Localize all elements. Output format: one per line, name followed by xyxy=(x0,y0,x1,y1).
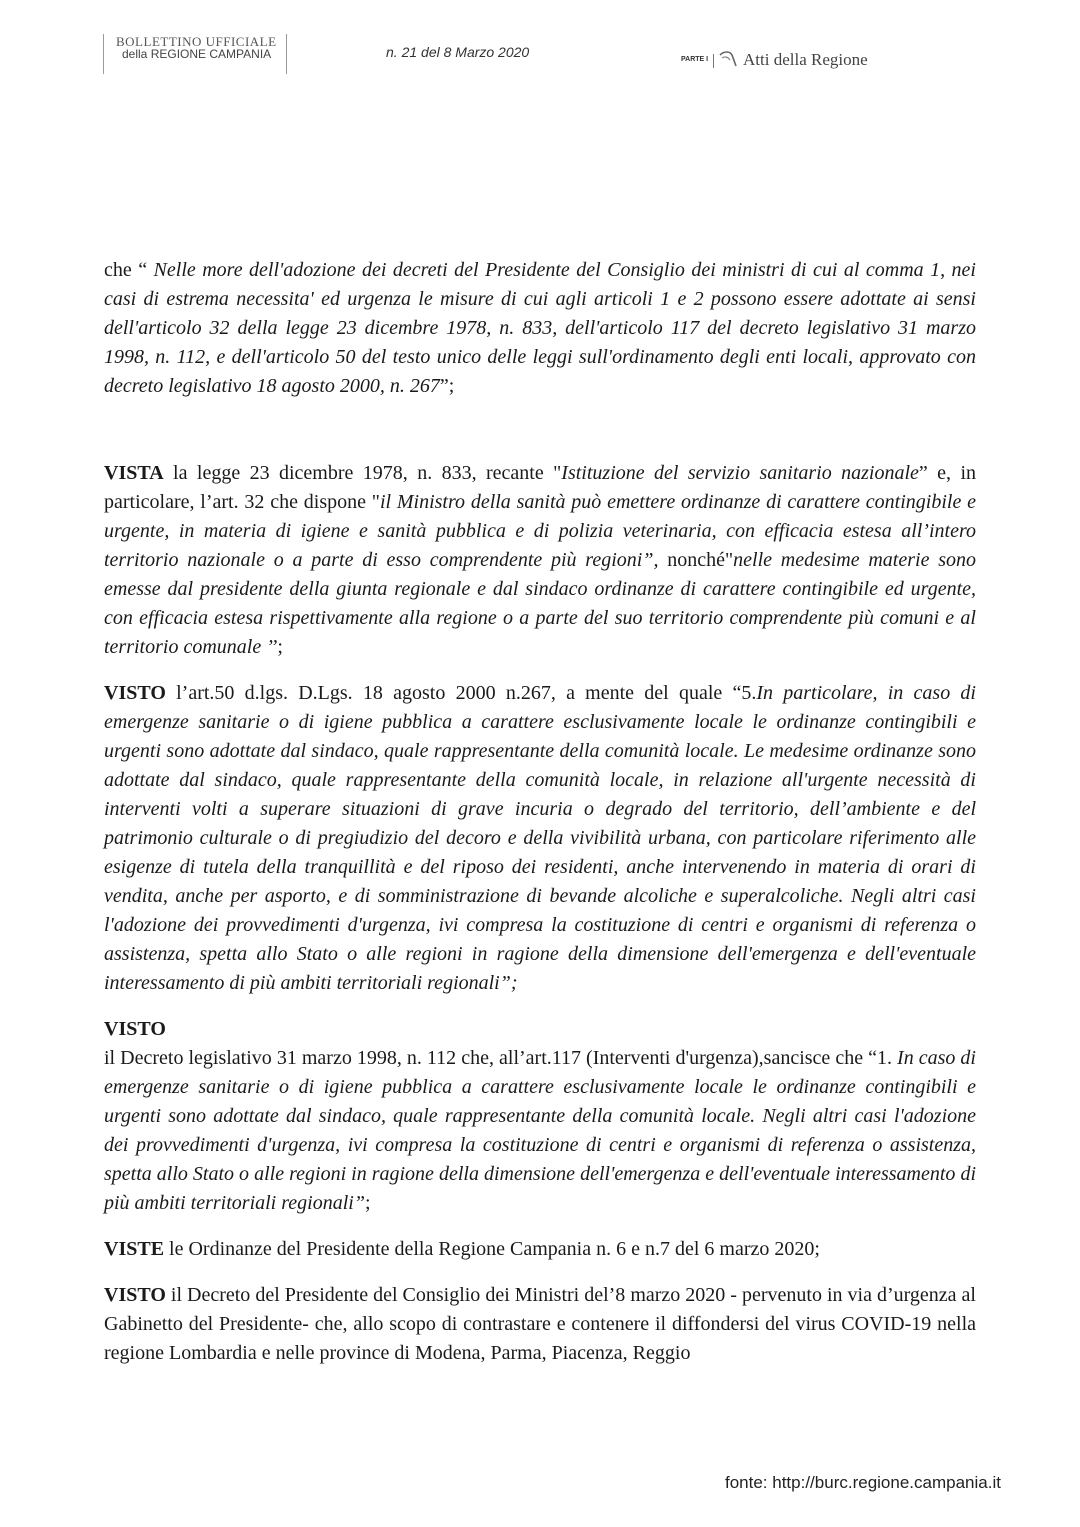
text-run: la legge 23 dicembre 1978, n. 833, recante " xyxy=(163,462,562,484)
paragraph-visto-dpcm xyxy=(104,1281,976,1368)
text-run: l’art.50 d.lgs. D.Lgs. 18 agosto 2000 n.267, a mente del quale “5. xyxy=(165,682,757,704)
text-run: le Ordinanze del Presidente della Regione Campania n. 6 e n.7 del 6 marzo 2020; xyxy=(164,1238,820,1260)
text-run: che “ xyxy=(104,259,154,281)
text-run: ”; xyxy=(439,375,455,397)
text-run: ” e, in particolare, l’art. 32 che dispone " xyxy=(104,462,976,513)
divider xyxy=(713,54,714,68)
masthead-subtitle: della REGIONE CAMPANIA xyxy=(122,47,272,61)
spacer xyxy=(104,998,976,1015)
text-run: ; xyxy=(364,1192,371,1214)
keyword: VISTO xyxy=(104,1284,166,1306)
paragraph-visto-dlgs-112 xyxy=(104,1015,976,1218)
parte-label: PARTE I xyxy=(681,56,709,63)
spacer xyxy=(104,662,976,679)
keyword: VISTE xyxy=(104,1238,165,1260)
quoted-text: In particolare, in caso di emergenze sanitarie o di igiene pubblica a carattere esclusivamente locale le ordinanze contingibili e urgenti sono adottate dal sindaco, quale rappresentante della comunità locale. Le medesime ordinanze sono adottate dal sindaco, quale rappresentante della comunità locale, in relazione all'urgente necessità di interventi volti a superare situazioni di grave incuria o degrado del territorio, dell’ambiente e del patrimonio culturale o di pregiudizio del decoro e della vivibilità urbana, con particolare riferimento alle esigenze di tutela della tranquillità e del riposo dei residenti, anche intervenendo in materia di orari di vendita, anche per asporto, e di somministrazione di bevande alcoliche e superalcoliche. Negli altri casi l'adozione dei provvedimenti d'urgenza, ivi compresa la costituzione di centri e organismi di referenza o assistenza, spetta allo Stato o alle regioni in ragione della dimensione dell'emergenza e dell'eventuale interessamento di più ambiti territoriali regionali”; xyxy=(104,682,976,994)
spacer xyxy=(104,1218,976,1235)
text-run: il Decreto del Presidente del Consiglio dei Ministri del’8 marzo 2020 - pervenuto in via d’urgenza al Gabinetto del Presidente- che, allo scopo di contrastare e contenere il diffondersi del virus COVID-19 nella regione Lombardia e nelle province di Modena, Parma, Piacenza, Reggio xyxy=(104,1284,976,1364)
quoted-text: nelle medesime materie sono emesse dal presidente della giunta regionale e dal sindaco ordinanze di carattere contingibile ed urgente, con efficacia estesa rispettivamente alla regione o a parte del suo territorio comprendente più comuni e al territorio comunale ’’ xyxy=(104,549,976,658)
text-run: nonché" xyxy=(658,549,734,571)
issue-number: n. 21 del 8 Marzo 2020 xyxy=(386,44,530,60)
keyword: VISTO xyxy=(104,1018,166,1040)
paragraph-visto-art50 xyxy=(104,679,976,998)
paragraph-intro xyxy=(104,256,976,401)
bulletin-masthead xyxy=(103,34,287,74)
region-logo-icon xyxy=(717,49,739,71)
quoted-text: il Ministro della sanità può emettere ordinanze di carattere contingibile e urgente, in materia di igiene e sanità pubblica e di polizia veterinaria, con efficacia estesa all’intero territorio nazionale o a parte di esso comprendente più regioni”, xyxy=(104,491,976,571)
source-footer: fonte: http://burc.regione.campania.it xyxy=(725,1473,1001,1492)
paragraph-viste-ordinanze xyxy=(104,1235,976,1264)
masthead-title: BOLLETTINO UFFICIALE xyxy=(116,34,277,49)
document-body xyxy=(104,256,976,1368)
section-label xyxy=(681,48,891,72)
keyword: VISTO xyxy=(104,682,166,704)
paragraph-vista-legge-833 xyxy=(104,459,976,662)
quoted-text: Nelle more dell'adozione dei decreti del Presidente del Consiglio dei ministri di cui al comma 1, nei casi di estrema necessita' ed urgenza le misure di cui agli articoli 1 e 2 possono essere adottate ai sensi dell'articolo 32 della legge 23 dicembre 1978, n. 833, dell'articolo 117 del decreto legislativo 31 marzo 1998, n. 112, e dell'articolo 50 del testo unico delle leggi sull'ordinamento degli enti locali, approvato con decreto legislativo 18 agosto 2000, n. 267 xyxy=(104,259,976,397)
keyword: VISTA xyxy=(104,462,164,484)
page-header xyxy=(0,0,1080,80)
section-title: Atti della Regione xyxy=(743,50,868,69)
text-run: il Decreto legislativo 31 marzo 1998, n. 112 che, all’art.117 (Interventi d'urgenza),sancisce che “1. xyxy=(104,1047,898,1069)
quoted-text: Istituzione del servizio sanitario nazionale xyxy=(561,462,919,484)
spacer xyxy=(104,1264,976,1281)
quoted-text: In caso di emergenze sanitarie o di igiene pubblica a carattere esclusivamente locale le ordinanze contingibili e urgenti sono adottate dal sindaco, quale rappresentante della comunità locale. Negli altri casi l'adozione dei provvedimenti d'urgenza, ivi compresa la costituzione di centri e organismi di referenza o assistenza, spetta allo Stato o alle regioni in ragione della dimensione dell'emergenza e dell'eventuale interessamento di più ambiti territoriali regionali” xyxy=(104,1047,976,1214)
spacer xyxy=(104,401,976,459)
text-run: ; xyxy=(277,636,283,658)
